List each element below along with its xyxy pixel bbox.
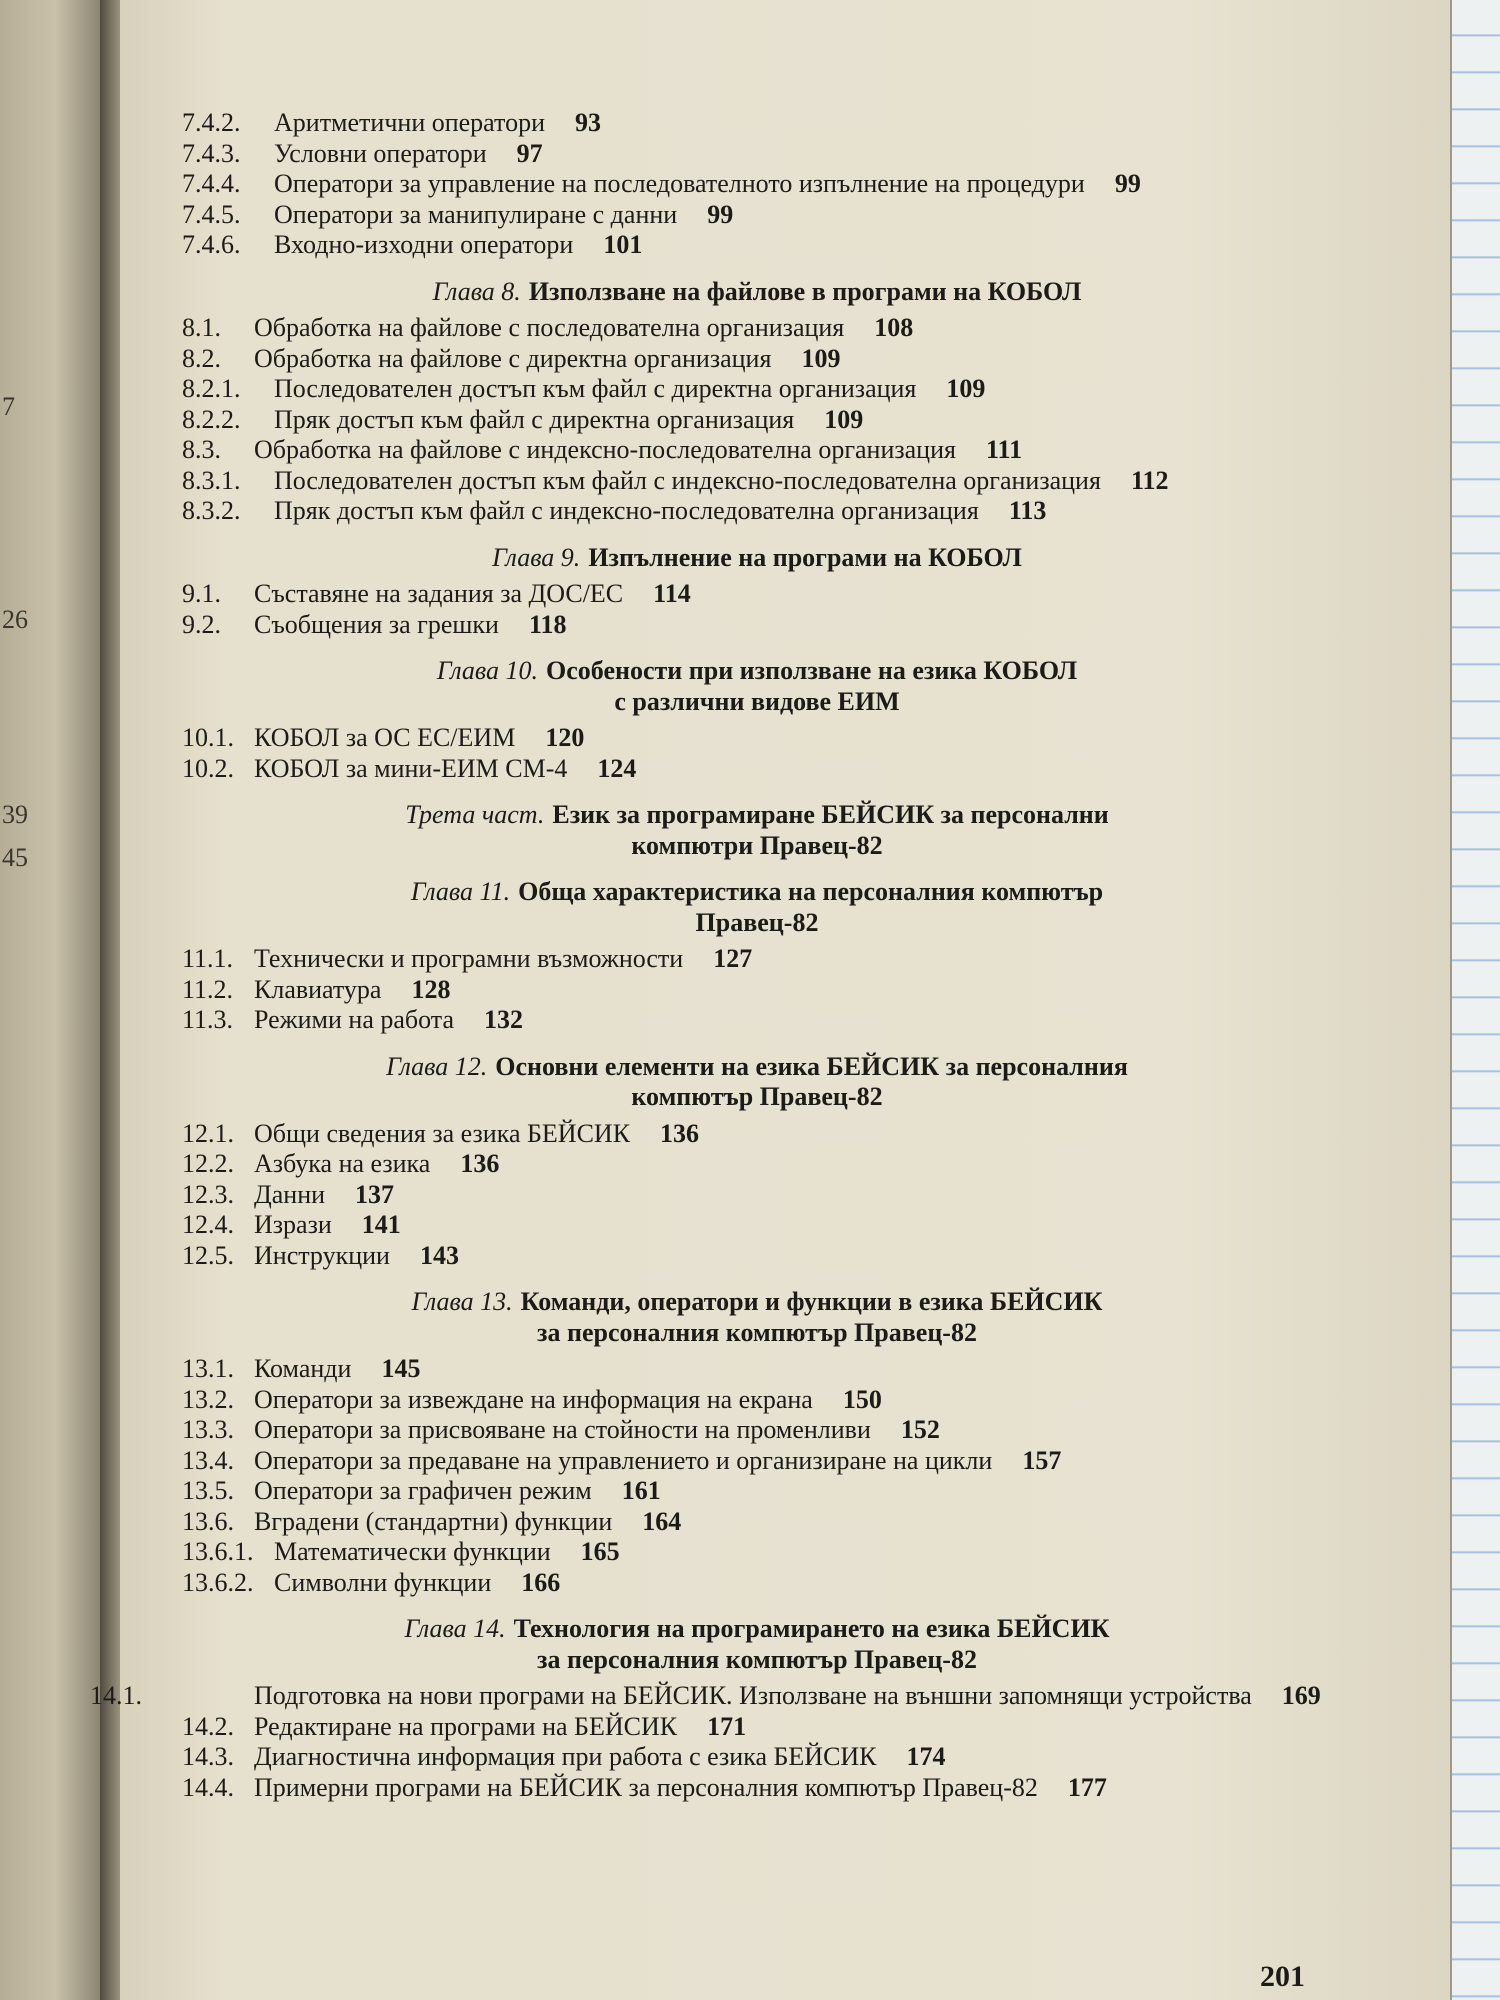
toc-entry — [182, 1149, 1442, 1180]
section-page: 113 — [1008, 496, 1047, 525]
section-page: 171 — [707, 1711, 747, 1741]
section-number: 7.4.3. — [182, 138, 241, 168]
chapter-title: Използване на файлове в програми на КОБОЛ — [528, 276, 1082, 306]
margin-number: 7 — [2, 392, 15, 421]
toc-entry — [182, 139, 1442, 170]
toc-entry — [182, 723, 1442, 754]
toc-entry — [182, 1005, 1442, 1036]
toc-entry — [182, 1385, 1442, 1416]
section-number: 7.4.5. — [182, 199, 241, 229]
section-page: 143 — [419, 1240, 459, 1270]
chapter-title-line — [182, 877, 1332, 908]
section-title: Технически и програмни възможности — [254, 944, 684, 973]
toc-entry — [182, 1568, 1442, 1599]
section-title: Последователен достъп към файл с директна организация — [274, 374, 917, 403]
section-page: 169 — [1281, 1681, 1321, 1710]
toc-entry — [182, 610, 1442, 641]
chapter-heading — [182, 543, 1332, 574]
section-number: 8.1. — [182, 313, 221, 342]
section-number: 14.4. — [182, 1772, 234, 1802]
section-page: 150 — [842, 1384, 882, 1414]
section-title: Условни оператори — [274, 138, 487, 168]
section-number: 8.3.1. — [182, 465, 241, 495]
section-title: Диагностична информация при работа с езика БЕЙСИК — [254, 1742, 877, 1771]
section-title: Обработка на файлове с индексно-последователна организация — [254, 435, 956, 464]
section-page: 109 — [824, 404, 864, 434]
chapter-label: Глава 14. — [404, 1614, 506, 1643]
chapter-title: компютри Правец-82 — [631, 830, 883, 860]
section-page: 136 — [460, 1149, 500, 1178]
chapter-label: Глава 11. — [410, 877, 511, 906]
section-number: 14.1. — [90, 1681, 142, 1710]
section-title: Клавиатура — [254, 974, 382, 1004]
toc-entry — [182, 1354, 1442, 1385]
section-page: 174 — [906, 1742, 946, 1771]
section-title: Оператори за манипулиране с данни — [274, 199, 678, 229]
left-page-edge — [0, 0, 100, 2000]
section-page: 124 — [597, 753, 637, 783]
section-number: 12.2. — [182, 1149, 234, 1178]
section-title: Команди — [254, 1354, 352, 1383]
chapter-title: Обща характеристика на персоналния компютър — [518, 877, 1104, 906]
toc-entry — [182, 1742, 1442, 1773]
toc-entry — [182, 1507, 1442, 1538]
chapter-title: Език за програмиране БЕЙСИК за персонални — [552, 800, 1109, 829]
section-title: Пряк достъп към файл с индексно-последователна организация — [274, 496, 979, 525]
toc-entry — [182, 405, 1442, 436]
section-number: 9.1. — [182, 579, 221, 608]
toc-entry — [182, 108, 1442, 139]
section-number: 7.4.2. — [182, 108, 241, 137]
section-number: 12.3. — [182, 1179, 234, 1209]
section-number: 11.1. — [182, 944, 234, 973]
section-number: 8.2.1. — [182, 374, 241, 403]
section-title: Съставяне на задания за ДОС/ЕС — [254, 579, 624, 608]
section-title: Подготовка на нови програми на БЕЙСИК. Използване на външни запомнящи устройства — [254, 1681, 1252, 1710]
section-number: 13.6. — [182, 1506, 234, 1536]
section-number: 7.4.6. — [182, 230, 241, 259]
chapter-title: с различни видове ЕИМ — [614, 686, 900, 716]
toc-entry — [182, 374, 1442, 405]
section-number: 14.2. — [182, 1711, 234, 1741]
section-title: Вградени (стандартни) функции — [254, 1506, 613, 1536]
toc-entry — [182, 1210, 1442, 1241]
section-number: 12.1. — [182, 1118, 234, 1148]
chapter-title-line — [182, 1287, 1332, 1318]
toc-entry — [182, 754, 1442, 785]
chapter-label: Глава 9. — [492, 542, 581, 572]
chapter-title-line — [182, 1052, 1332, 1083]
section-title: Общи сведения за езика БЕЙСИК — [254, 1118, 631, 1148]
section-page: 99 — [707, 199, 734, 229]
notebook-edge — [1450, 0, 1500, 2000]
chapter-title: за персоналния компютър Правец-82 — [537, 1644, 977, 1674]
chapter-label: Глава 8. — [432, 276, 521, 306]
toc-entry — [182, 435, 1442, 466]
section-page: 114 — [653, 579, 691, 608]
section-title: КОБОЛ за мини-ЕИМ СМ-4 — [254, 753, 568, 783]
section-page: 136 — [660, 1118, 700, 1148]
section-title: Редактиране на програми на БЕЙСИК — [254, 1711, 678, 1741]
chapter-title-line — [182, 543, 1332, 574]
chapter-title-line — [182, 1614, 1332, 1645]
chapter-title: Особености при използване на езика КОБОЛ — [546, 656, 1078, 685]
section-page: 145 — [381, 1354, 421, 1383]
section-page: 111 — [985, 435, 1023, 464]
toc-entry — [182, 200, 1442, 231]
chapter-title-line — [182, 1645, 1332, 1676]
toc-entry — [90, 1681, 1424, 1712]
section-title: КОБОЛ за ОС ЕС/ЕИМ — [254, 723, 516, 752]
toc-entry — [182, 975, 1442, 1006]
section-page: 152 — [900, 1415, 940, 1444]
section-title: Аритметични оператори — [274, 108, 545, 137]
section-number: 13.4. — [182, 1445, 234, 1475]
section-page: 101 — [603, 230, 643, 259]
section-page: 164 — [642, 1506, 682, 1536]
section-number: 13.1. — [182, 1354, 234, 1383]
chapter-title-line — [182, 831, 1332, 862]
section-title: Оператори за предаване на управлението и организиране на цикли — [254, 1445, 993, 1475]
section-page: 99 — [1114, 169, 1141, 198]
section-title: Оператори за графичен режим — [254, 1476, 592, 1505]
section-page: 93 — [574, 108, 601, 137]
section-number: 13.6.1. — [182, 1537, 254, 1566]
section-page: 97 — [516, 138, 543, 168]
chapter-label: Глава 13. — [411, 1287, 513, 1316]
chapter-label: Трета част. — [405, 800, 545, 829]
section-number: 13.2. — [182, 1384, 234, 1414]
chapter-title: Основни елементи на езика БЕЙСИК за персоналния — [495, 1051, 1128, 1081]
chapter-title: Технология на програмирането на езика БЕЙСИК — [513, 1614, 1110, 1643]
table-of-contents — [90, 108, 1442, 1803]
section-page: 109 — [946, 374, 986, 403]
toc-entry — [182, 313, 1442, 344]
toc-entry — [182, 1180, 1442, 1211]
toc-entry — [182, 1119, 1442, 1150]
section-number: 8.2.2. — [182, 404, 241, 434]
chapter-heading — [182, 1052, 1332, 1113]
section-page: 132 — [484, 1005, 524, 1034]
section-title: Оператори за управление на последователното изпълнение на процедури — [274, 169, 1085, 198]
section-title: Пряк достъп към файл с директна организация — [274, 404, 795, 434]
section-page: 177 — [1067, 1772, 1107, 1802]
section-number: 13.6.2. — [182, 1567, 254, 1597]
section-number: 10.1. — [182, 723, 234, 752]
section-page: 166 — [521, 1567, 561, 1597]
chapter-heading — [182, 800, 1332, 861]
margin-number: 45 — [2, 843, 28, 872]
section-page: 127 — [713, 944, 753, 973]
chapter-title-line — [182, 1082, 1332, 1113]
chapter-title: за персоналния компютър Правец-82 — [537, 1317, 977, 1347]
chapter-title-line — [182, 687, 1332, 718]
section-page: 108 — [874, 313, 914, 342]
chapter-heading — [182, 277, 1332, 308]
toc-entry — [182, 579, 1442, 610]
section-title: Оператори за присвояване на стойности на променливи — [254, 1415, 871, 1444]
chapter-title: Правец-82 — [695, 907, 819, 937]
section-title: Режими на работа — [254, 1005, 455, 1034]
section-number: 13.5. — [182, 1476, 234, 1505]
section-title: Примерни програми на БЕЙСИК за персоналния компютър Правец-82 — [254, 1772, 1038, 1802]
section-number: 8.3.2. — [182, 496, 241, 525]
section-title: Математически функции — [274, 1537, 551, 1566]
section-number: 8.3. — [182, 435, 221, 464]
chapter-title: Команди, оператори и функции в езика БЕЙСИК — [520, 1287, 1103, 1316]
page-number: 201 — [1260, 1960, 1305, 1993]
margin-number: 39 — [2, 800, 28, 829]
toc-entry — [182, 944, 1442, 975]
toc-entry — [182, 1712, 1442, 1743]
section-number: 12.5. — [182, 1240, 234, 1270]
book-page — [90, 0, 1450, 2000]
section-page: 128 — [411, 974, 451, 1004]
section-page: 118 — [528, 609, 567, 639]
chapter-title-line — [182, 800, 1332, 831]
section-number: 12.4. — [182, 1210, 234, 1239]
chapter-label: Глава 10. — [436, 656, 539, 685]
toc-entry — [182, 1415, 1442, 1446]
chapter-title-line — [182, 1318, 1332, 1349]
chapter-heading — [182, 877, 1332, 938]
chapter-title: Изпълнение на програми на КОБОЛ — [588, 542, 1022, 572]
section-number: 9.2. — [182, 609, 221, 639]
chapter-heading — [182, 1287, 1332, 1348]
section-page: 161 — [621, 1476, 661, 1505]
section-title: Обработка на файлове с последователна организация — [254, 313, 845, 342]
section-title: Последователен достъп към файл с индексно-последователна организация — [274, 465, 1101, 495]
toc-entry — [182, 1537, 1442, 1568]
section-number: 11.2. — [182, 974, 234, 1004]
chapter-label: Глава 12. — [386, 1051, 488, 1081]
chapter-title: компютър Правец-82 — [631, 1082, 883, 1111]
section-number: 14.3. — [182, 1742, 234, 1771]
section-page: 157 — [1022, 1445, 1062, 1475]
section-title: Оператори за извеждане на информация на екрана — [254, 1384, 813, 1414]
section-number: 13.3. — [182, 1415, 234, 1444]
section-number: 10.2. — [182, 753, 234, 783]
toc-entry — [182, 344, 1442, 375]
section-title: Входно-изходни оператори — [274, 230, 574, 259]
section-page: 112 — [1130, 465, 1169, 495]
section-title: Съобщения за грешки — [254, 609, 499, 639]
section-number: 8.2. — [182, 343, 221, 373]
toc-entry — [182, 1773, 1442, 1804]
chapter-heading — [182, 656, 1332, 717]
section-page: 165 — [580, 1537, 620, 1566]
section-page: 137 — [355, 1179, 395, 1209]
toc-entry — [182, 496, 1442, 527]
toc-entry — [182, 230, 1442, 261]
toc-entry — [182, 169, 1442, 200]
toc-entry — [182, 1241, 1442, 1272]
section-title: Инструкции — [254, 1240, 390, 1270]
section-page: 141 — [361, 1210, 401, 1239]
section-title: Обработка на файлове с директна организация — [254, 343, 772, 373]
section-page: 120 — [545, 723, 585, 752]
margin-number: 26 — [2, 605, 28, 634]
section-title: Данни — [254, 1179, 326, 1209]
chapter-title-line — [182, 908, 1332, 939]
toc-entry — [182, 1476, 1442, 1507]
chapter-title-line — [182, 277, 1332, 308]
toc-entry — [182, 466, 1442, 497]
section-page: 109 — [801, 343, 841, 373]
chapter-title-line — [182, 656, 1332, 687]
section-number: 7.4.4. — [182, 169, 241, 198]
toc-entry — [182, 1446, 1442, 1477]
section-title: Символни функции — [274, 1567, 492, 1597]
section-number: 11.3. — [182, 1005, 234, 1034]
chapter-heading — [182, 1614, 1332, 1675]
section-title: Изрази — [254, 1210, 332, 1239]
section-title: Азбука на езика — [254, 1149, 431, 1178]
